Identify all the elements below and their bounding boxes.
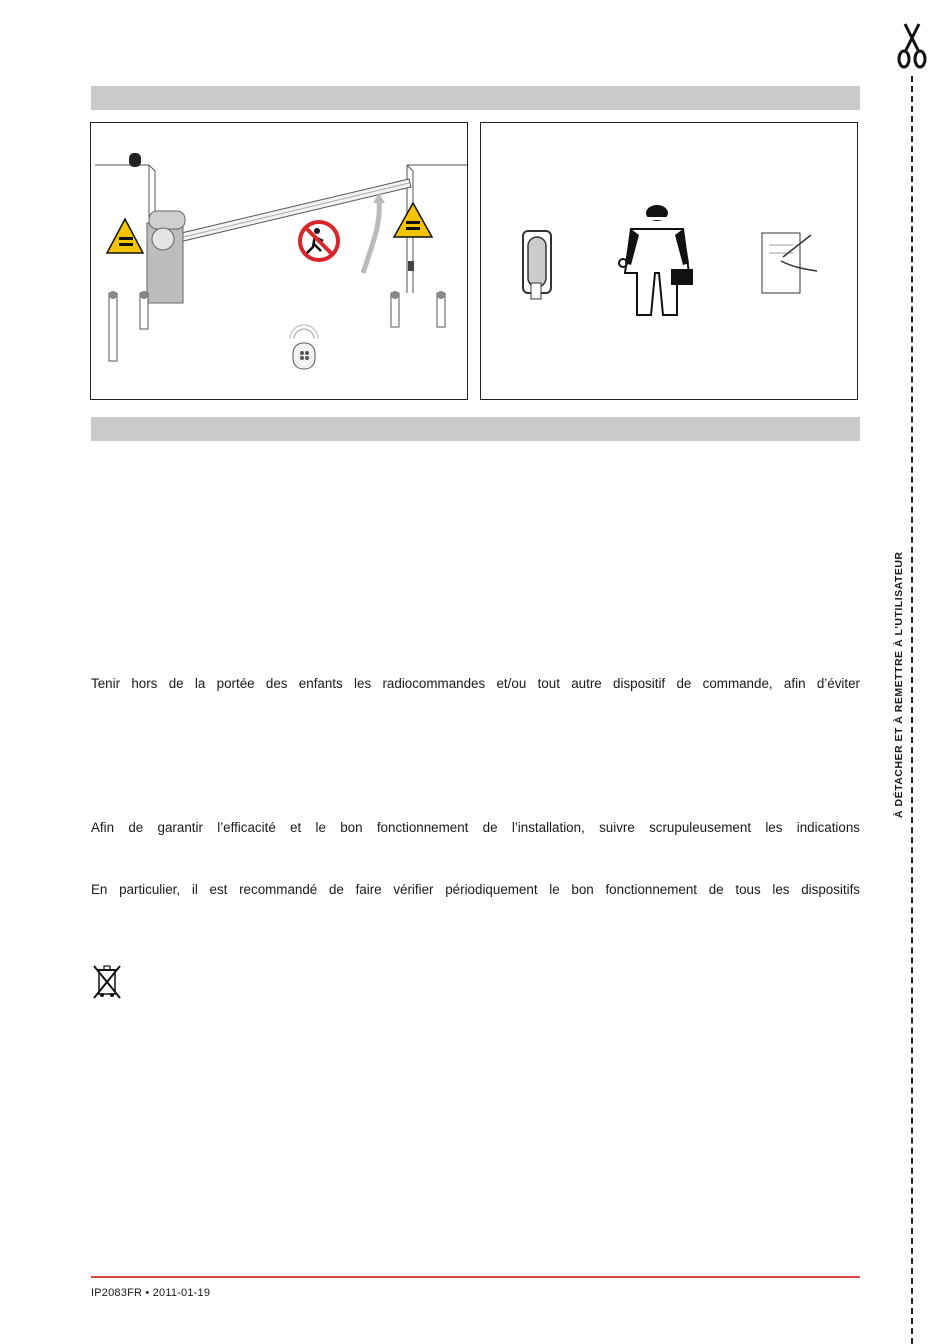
cut-line bbox=[911, 76, 913, 1344]
push-button-icon bbox=[523, 231, 551, 299]
manual-writing-icon bbox=[762, 233, 817, 293]
warning-crush-icon bbox=[107, 219, 143, 253]
technician-icon bbox=[619, 205, 693, 315]
flashing-light-icon bbox=[129, 153, 141, 167]
paragraph-efficiency: Afin de garantir l’efficacité et le bon fonctionnement de l’installation, suivre scrupuleusement les indications bbox=[91, 820, 860, 835]
illustration-barrier bbox=[90, 122, 468, 400]
detach-label: À DÉTACHER ET À REMETTRE À L'UTILISATEUR bbox=[893, 551, 905, 818]
crossed-bin-icon bbox=[91, 964, 123, 1000]
no-pedestrian-icon bbox=[300, 222, 338, 260]
footer-rule bbox=[91, 1276, 860, 1278]
illustration-maintenance bbox=[480, 122, 858, 400]
scissors-icon bbox=[895, 22, 929, 70]
document-code: IP2083FR • 2011-01-19 bbox=[91, 1287, 211, 1299]
section-bar-bottom bbox=[91, 417, 860, 441]
section-bar-top bbox=[91, 86, 860, 110]
remote-control-icon bbox=[290, 325, 318, 369]
paragraph-periodic-check: En particulier, il est recommandé de faire vérifier périodiquement le bon fonctionnement de tous les dispositifs bbox=[91, 882, 860, 897]
paragraph-children-warning: Tenir hors de la portée des enfants les radiocommandes et/ou tout autre dispositif de commande, afin d’éviter bbox=[91, 676, 860, 691]
warning-crush-icon bbox=[394, 203, 432, 237]
